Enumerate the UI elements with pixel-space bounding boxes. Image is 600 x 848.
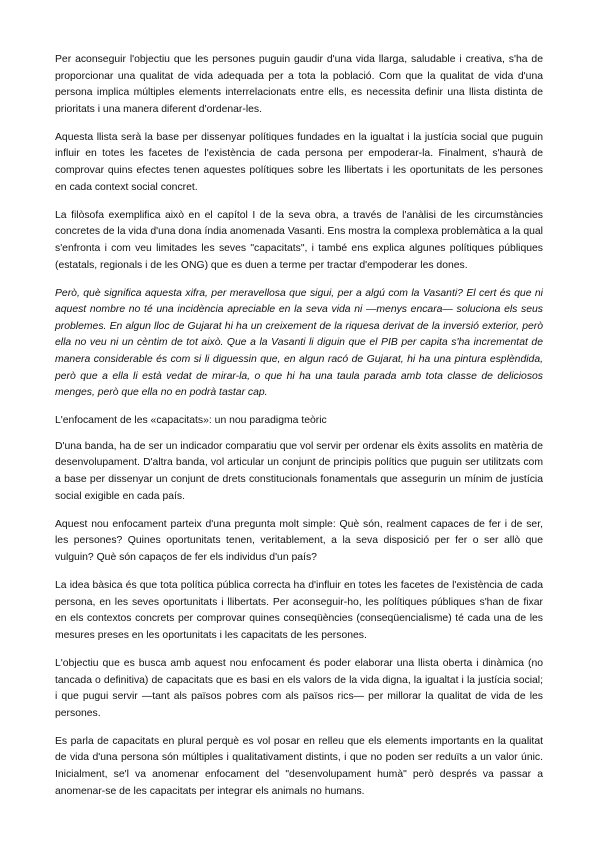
paragraph-5: D'una banda, ha de ser un indicador comparatiu que vol servir per ordenar els èxits assolits en matèria de desenvolupament. D'altra banda, vol articular un conjunt de principis polítics que puguin ser utilitzats com a base per dissenyar un conjunt de drets constitucionals fonamentals que assegurin un mínim de justícia social exigible en cada país. — [55, 440, 543, 502]
section-heading: L'enfocament de les «capacitats»: un nou paradigma teòric — [55, 415, 327, 427]
paragraph-1: Per aconseguir l'objectiu que les persones puguin gaudir d'una vida llarga, saludable i creativa, s'ha de proporcionar una qualitat de vida adequada per a tota la població. Com que la qualitat de vida d'una persona implica múltiples elements interrelacionats entre ells, es necessita definir una llista distinta de prioritats i una manera diferent d'ordenar-les. — [55, 54, 543, 115]
paragraph-8: L'objectiu que es busca amb aquest nou enfocament és poder elaborar una llista oberta i dinàmica (no tancada o definitiva) de capacitats que es basi en els valors de la vida digna, la igualtat i la justícia social; i que pugui servir —tant als països pobres com als països rics— per millorar la qualitat de vida de les persones. — [55, 657, 543, 719]
paragraph-9: Es parla de capacitats en plural perquè es vol posar en relleu que els elements importants en la qualitat de vida d'una persona són múltiples i qualitativament distints, i que no poden ser reduïts a un valor únic. Inicialment, se'l va anomenar enfocament del "desenvolupament humà" però després va passar a anomenar-se de les capacitats per integrar els animals no humans. — [55, 735, 543, 797]
document-page — [55, 52, 543, 812]
quote-paragraph: Però, què significa aquesta xifra, per meravellosa que sigui, per a algú com la Vasanti? El cert és que ni aquest nombre no té una incidència apreciable en la seva vida ni —menys encara— soluciona els seus problemes. En algun lloc de Gujarat hi ha un creixement de la riquesa derivat de la inversió exterior, però ella no veu ni un cèntim de tot això. Que a la Vasanti li diguin que el PIB per capita s'ha incrementat de manera considerable és com si li diguessin que, en algun racó de Gujarat, hi ha una pintura esplèndida, però que a ella li està vedat de mirar-la, o que hi ha una taula parada amb tota classe de deliciosos menges, però que ella no en podrà tastar cap. — [55, 287, 543, 399]
paragraph-2: Aquesta llista serà la base per dissenyar polítiques fundades en la igualtat i la justícia social que puguin influir en totes les facetes de l'existència de cada persona per empoderar-la. Finalment, s'haurà de comprovar quins efectes tenen aquestes polítiques sobre les llibertats i les oportunitats de les persones en cada context social concret. — [55, 131, 543, 193]
paragraph-6: Aquest nou enfocament parteix d'una pregunta molt simple: Què són, realment capaces de fer i de ser, les persones? Quines oportunitats tenen, veritablement, a la seva disposició per fer o ser allò que vulguin? Què són capaços de fer els individus d'un país? — [55, 518, 543, 563]
paragraph-7: La idea bàsica és que tota política pública correcta ha d'influir en totes les facetes de l'existència de cada persona, en les seves oportunitats i llibertats. Per aconseguir-ho, les polítiques públiques s'han de fixar en els contextos concrets per comprovar quines conseqüències (conseqüencialisme) té cada una de les mesures preses en les oportunitats i les capacitats de les persones. — [55, 580, 543, 641]
paragraph-3: La filòsofa exemplifica això en el capítol I de la seva obra, a través de l'anàlisi de les circumstàncies concretes de la vida d'una dona índia anomenada Vasanti. Ens mostra la complexa problemàtica a la qual s'enfronta i com veu limitades les seves "capacitats", i també ens explica algunes polítiques públiques (estatals, regionals i de les ONG) que es duen a terme per tractar d'empoderar les dones. — [55, 209, 543, 271]
